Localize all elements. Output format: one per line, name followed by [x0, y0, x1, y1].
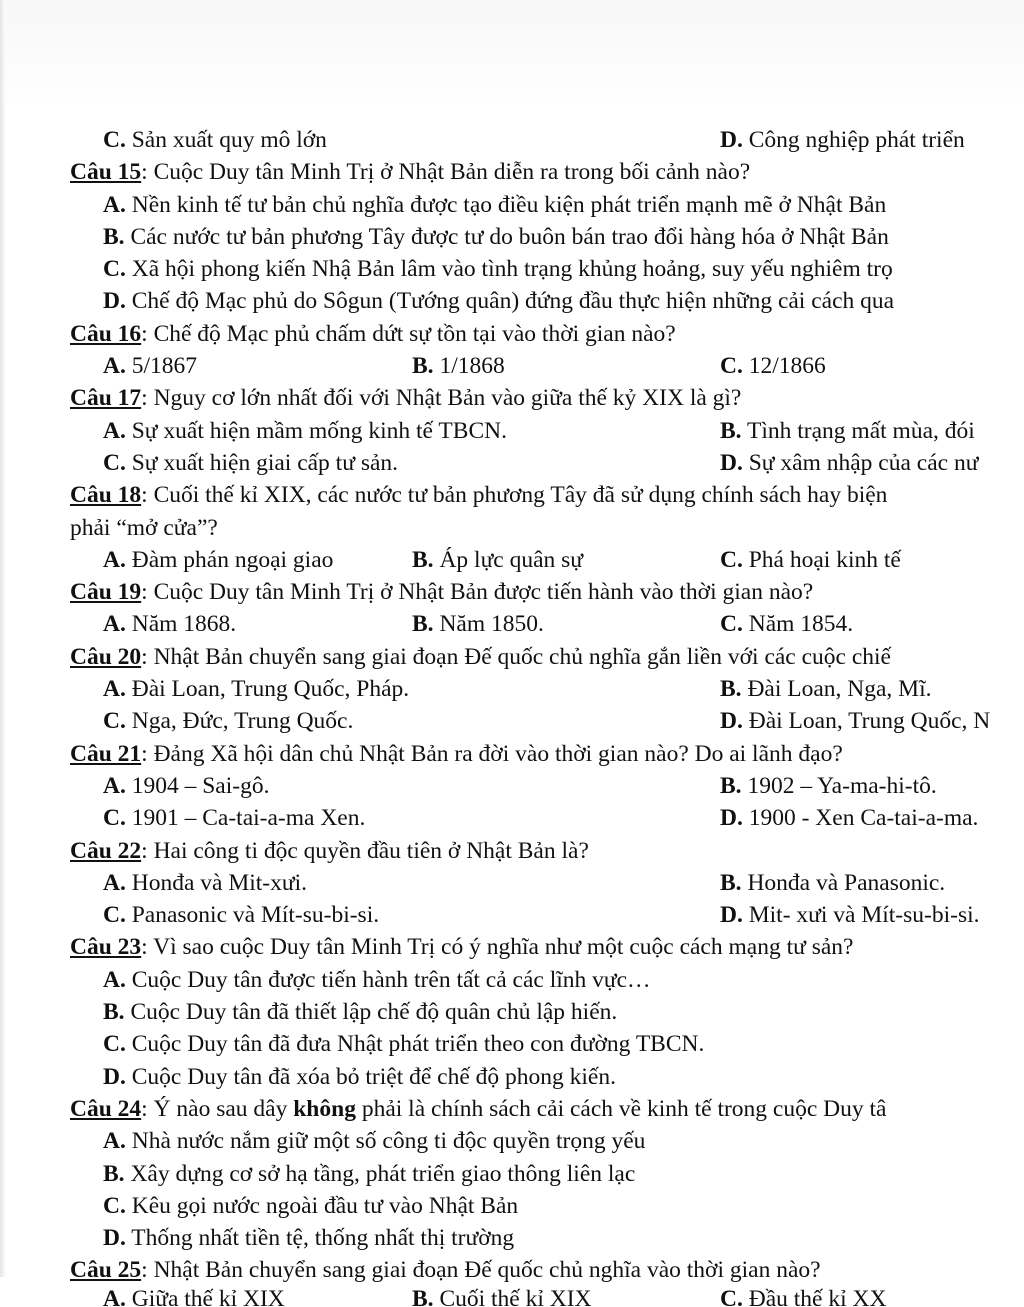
option-a [103, 1128, 645, 1154]
option-text: Đài Loan, Trung Quốc, Pháp. [125, 676, 410, 703]
option-label: B. [103, 223, 125, 250]
question-24 [0, 1093, 1024, 1125]
option-row [0, 253, 1024, 285]
option-row [0, 802, 1024, 834]
option-text: 1900 - Xen Ca-tai-a-ma. [742, 805, 979, 832]
question-emphasis: không [293, 1095, 356, 1122]
option-text: Cuộc Duy tân đã đưa Nhật phát triển theo con đường TBCN. [125, 1031, 705, 1058]
question-18-continued [0, 512, 1024, 544]
option-text: Đầu thế kỉ XX [742, 1286, 887, 1307]
option-a [103, 867, 307, 899]
option-a [103, 608, 236, 640]
option-text: Áp lực quân sự [433, 546, 584, 573]
option-label: D. [103, 1225, 126, 1252]
question-number: Câu 25 [70, 1257, 142, 1284]
option-text: Cuộc Duy tân đã thiết lập chế độ quân chủ lập hiến. [124, 999, 618, 1026]
option-d [720, 899, 980, 931]
option-a [103, 544, 333, 576]
option-row [0, 285, 1024, 317]
option-c [720, 608, 853, 640]
option-label: A. [103, 191, 126, 218]
question-text: : Ý nào sau dây [141, 1095, 294, 1122]
option-row [0, 867, 1024, 899]
question-number: Câu 21 [70, 740, 142, 767]
option-label: A. [103, 546, 126, 573]
question-text: : Chế độ Mạc phủ chấm dứt sự tồn tại vào thời gian nào? [141, 320, 676, 347]
option-text: 1904 – Sai-gô. [125, 772, 270, 799]
option-a [103, 673, 409, 705]
option-label: C. [103, 902, 126, 929]
option-row [0, 1158, 1024, 1190]
option-d [103, 288, 894, 314]
question-19 [0, 576, 1024, 608]
option-text: Cuối thế kỉ XIX [433, 1286, 592, 1307]
question-16 [0, 318, 1024, 350]
option-a [103, 1287, 285, 1307]
option-d [720, 705, 990, 737]
option-row [0, 221, 1024, 253]
question-number: Câu 20 [70, 643, 142, 670]
option-label: B. [103, 1160, 125, 1187]
option-row [0, 1061, 1024, 1093]
option-text: Giữa thế kỉ XIX [125, 1286, 285, 1307]
option-text: Đàm phán ngoại giao [125, 546, 334, 573]
option-row [0, 544, 1024, 576]
option-label: D. [720, 902, 743, 929]
option-row [0, 124, 1024, 156]
option-label: A. [103, 676, 126, 703]
question-text: : Nguy cơ lớn nhất đối với Nhật Bản vào giữa thế kỷ XIX là gì? [141, 385, 742, 412]
option-label: A. [103, 1128, 126, 1155]
option-text: Nga, Đức, Trung Quốc. [125, 708, 354, 735]
option-row [0, 1028, 1024, 1060]
option-label: C. [103, 1192, 126, 1219]
option-d [720, 447, 978, 479]
option-text: Sự xuất hiện mầm mống kinh tế TBCN. [125, 417, 507, 444]
option-text: Năm 1850. [433, 611, 544, 638]
option-c [103, 447, 398, 479]
option-row [0, 996, 1024, 1028]
question-text: : Cuộc Duy tân Minh Trị ở Nhật Bản được tiến hành vào thời gian nào? [141, 579, 814, 606]
quiz-document [0, 124, 1024, 1307]
question-text: : Nhật Bản chuyển sang giai đoạn Đế quốc chủ nghĩa gắn liền với các cuộc chiế [141, 643, 891, 670]
option-d [720, 124, 965, 156]
option-text: Panasonic và Mít-su-bi-si. [125, 902, 380, 929]
option-b [720, 867, 945, 899]
option-b [412, 608, 544, 640]
option-label: B. [720, 417, 742, 444]
option-label: C. [103, 1031, 126, 1058]
option-text: Mit- xưi và Mít-su-bi-si. [742, 902, 980, 929]
question-text: : Cuối thế kỉ XIX, các nước tư bản phương Tây đã sử dụng chính sách hay biện [141, 482, 888, 509]
option-label: A. [103, 417, 126, 444]
question-number: Câu 18 [70, 482, 142, 509]
option-c [103, 802, 365, 834]
option-text: 1902 – Ya-ma-hi-tô. [741, 772, 937, 799]
question-25 [0, 1254, 1024, 1286]
option-text: Honđa và Mit-xưi. [125, 869, 307, 896]
option-c [103, 256, 893, 282]
option-label: A. [103, 353, 126, 380]
option-label: B. [720, 869, 742, 896]
option-row [0, 1222, 1024, 1254]
option-text: Nền kinh tế tư bản chủ nghĩa được tạo điều kiện phát triển mạnh mẽ ở Nhật Bản [125, 191, 887, 218]
option-row [0, 1125, 1024, 1157]
option-text: Thống nhất tiền tệ, thống nhất thị trường [125, 1225, 515, 1252]
option-c [103, 1031, 704, 1057]
option-b [720, 770, 937, 802]
option-text: Sự xâm nhập của các nư [742, 449, 979, 476]
option-label: B. [103, 999, 125, 1026]
question-number: Câu 23 [70, 934, 142, 961]
option-label: A. [103, 611, 126, 638]
option-text: Phá hoại kinh tế [742, 546, 901, 573]
option-a [103, 350, 197, 382]
option-text: 1/1868 [433, 353, 505, 380]
option-row [0, 447, 1024, 479]
question-number: Câu 24 [70, 1095, 142, 1122]
question-22 [0, 835, 1024, 867]
option-text: Honđa và Panasonic. [741, 869, 946, 896]
option-text: Sản xuất quy mô lớn [125, 127, 327, 153]
option-text: Đài Loan, Trung Quốc, N [742, 708, 991, 735]
option-text: Xã hội phong kiến Nhậ Bản lâm vào tình trạng khủng hoảng, suy yếu nghiêm trọ [125, 256, 893, 283]
option-d [103, 1064, 616, 1090]
option-label: B. [412, 353, 434, 380]
question-number: Câu 22 [70, 837, 142, 864]
option-label: B. [412, 611, 434, 638]
option-text: Cuộc Duy tân được tiến hành trên tất cả các lĩnh vực… [125, 966, 651, 993]
page-top-shade [0, 0, 1024, 110]
option-label: B. [412, 1286, 434, 1307]
option-c [103, 1193, 518, 1219]
option-text: Năm 1868. [125, 611, 237, 638]
option-b [103, 999, 617, 1025]
option-row [0, 770, 1024, 802]
option-label: B. [720, 676, 742, 703]
option-text: Công nghiệp phát triển [742, 127, 965, 153]
option-c [720, 544, 901, 576]
question-text-continued: phải “mở cửa”? [70, 514, 218, 541]
option-label: C. [720, 546, 743, 573]
question-18 [0, 479, 1024, 511]
option-a [103, 967, 651, 993]
option-text: Nhà nước nắm giữ một số công ti độc quyền trọng yếu [125, 1128, 646, 1155]
option-row [0, 189, 1024, 221]
option-label: B. [720, 772, 742, 799]
question-text: phải là chính sách cải cách về kinh tế trong cuộc Duy tâ [355, 1095, 887, 1122]
option-row [0, 608, 1024, 640]
option-label: A. [103, 869, 126, 896]
option-b [720, 415, 975, 447]
question-20 [0, 641, 1024, 673]
option-b [412, 544, 583, 576]
option-text: 12/1866 [742, 353, 826, 380]
option-row [0, 899, 1024, 931]
option-label: C. [103, 127, 126, 153]
question-text: : Đảng Xã hội dân chủ Nhật Bản ra đời vào thời gian nào? Do ai lãnh đạo? [141, 740, 843, 767]
option-c [720, 1287, 886, 1307]
option-row [0, 1190, 1024, 1222]
option-label: C. [103, 805, 126, 832]
option-label: C. [103, 708, 126, 735]
question-text: : Cuộc Duy tân Minh Trị ở Nhật Bản diễn ra trong bối cảnh nào? [141, 159, 751, 186]
option-b [720, 673, 931, 705]
option-row [0, 350, 1024, 382]
option-text: Tình trạng mất mùa, đói [741, 417, 975, 444]
question-17 [0, 382, 1024, 414]
option-label: B. [412, 546, 434, 573]
option-row [0, 705, 1024, 737]
option-label: D. [720, 127, 743, 153]
question-number: Câu 19 [70, 579, 142, 606]
option-d [103, 1225, 514, 1251]
option-a [103, 415, 507, 447]
option-label: D. [720, 805, 743, 832]
option-d [720, 802, 978, 834]
question-text: : Hai công ti độc quyền đầu tiên ở Nhật Bản là? [141, 837, 589, 864]
option-c [103, 705, 353, 737]
option-label: D. [103, 288, 126, 315]
option-label: C. [720, 611, 743, 638]
option-b [103, 224, 889, 250]
option-label: C. [720, 1286, 743, 1307]
question-23 [0, 931, 1024, 963]
question-text: : Vì sao cuộc Duy tân Minh Trị có ý nghĩa như một cuộc cách mạng tư sản? [141, 934, 854, 961]
option-text: Các nước tư bản phương Tây được tư do buôn bán trao đổi hàng hóa ở Nhật Bản [124, 223, 889, 250]
question-text: : Nhật Bản chuyển sang giai đoạn Đế quốc chủ nghĩa vào thời gian nào? [141, 1257, 821, 1284]
question-number: Câu 16 [70, 320, 142, 347]
option-text: Kêu gọi nước ngoài đầu tư vào Nhật Bản [125, 1192, 519, 1219]
option-label: A. [103, 772, 126, 799]
option-text: Đài Loan, Nga, Mĩ. [741, 676, 932, 703]
option-c [103, 124, 327, 156]
option-row [0, 673, 1024, 705]
option-label: D. [103, 1063, 126, 1090]
option-row [0, 964, 1024, 996]
question-21 [0, 738, 1024, 770]
option-text: 1901 – Ca-tai-a-ma Xen. [125, 805, 366, 832]
option-text: 5/1867 [125, 353, 198, 380]
option-row [0, 415, 1024, 447]
option-label: A. [103, 966, 126, 993]
option-text: Chế độ Mạc phủ do Sôgun (Tướng quân) đứng đầu thực hiện những cải cách qua [125, 288, 895, 315]
option-c [103, 899, 379, 931]
option-c [720, 350, 826, 382]
option-label: C. [103, 256, 126, 283]
option-label: D. [720, 449, 743, 476]
option-a [103, 770, 269, 802]
option-text: Sự xuất hiện giai cấp tư sản. [125, 449, 399, 476]
option-text: Năm 1854. [742, 611, 854, 638]
option-label: A. [103, 1286, 126, 1307]
question-number: Câu 15 [70, 159, 142, 186]
option-text: Xây dựng cơ sở hạ tầng, phát triển giao thông liên lạc [124, 1160, 636, 1187]
option-label: C. [103, 449, 126, 476]
option-b [412, 1287, 592, 1307]
option-b [412, 350, 505, 382]
option-label: C. [720, 353, 743, 380]
question-15 [0, 156, 1024, 188]
option-label: D. [720, 708, 743, 735]
option-text: Cuộc Duy tân đã xóa bỏ triệt để chế độ phong kiến. [125, 1063, 616, 1090]
option-row-cut-off [0, 1287, 1024, 1307]
question-number: Câu 17 [70, 385, 142, 412]
option-a [103, 192, 886, 218]
option-b [103, 1161, 635, 1187]
